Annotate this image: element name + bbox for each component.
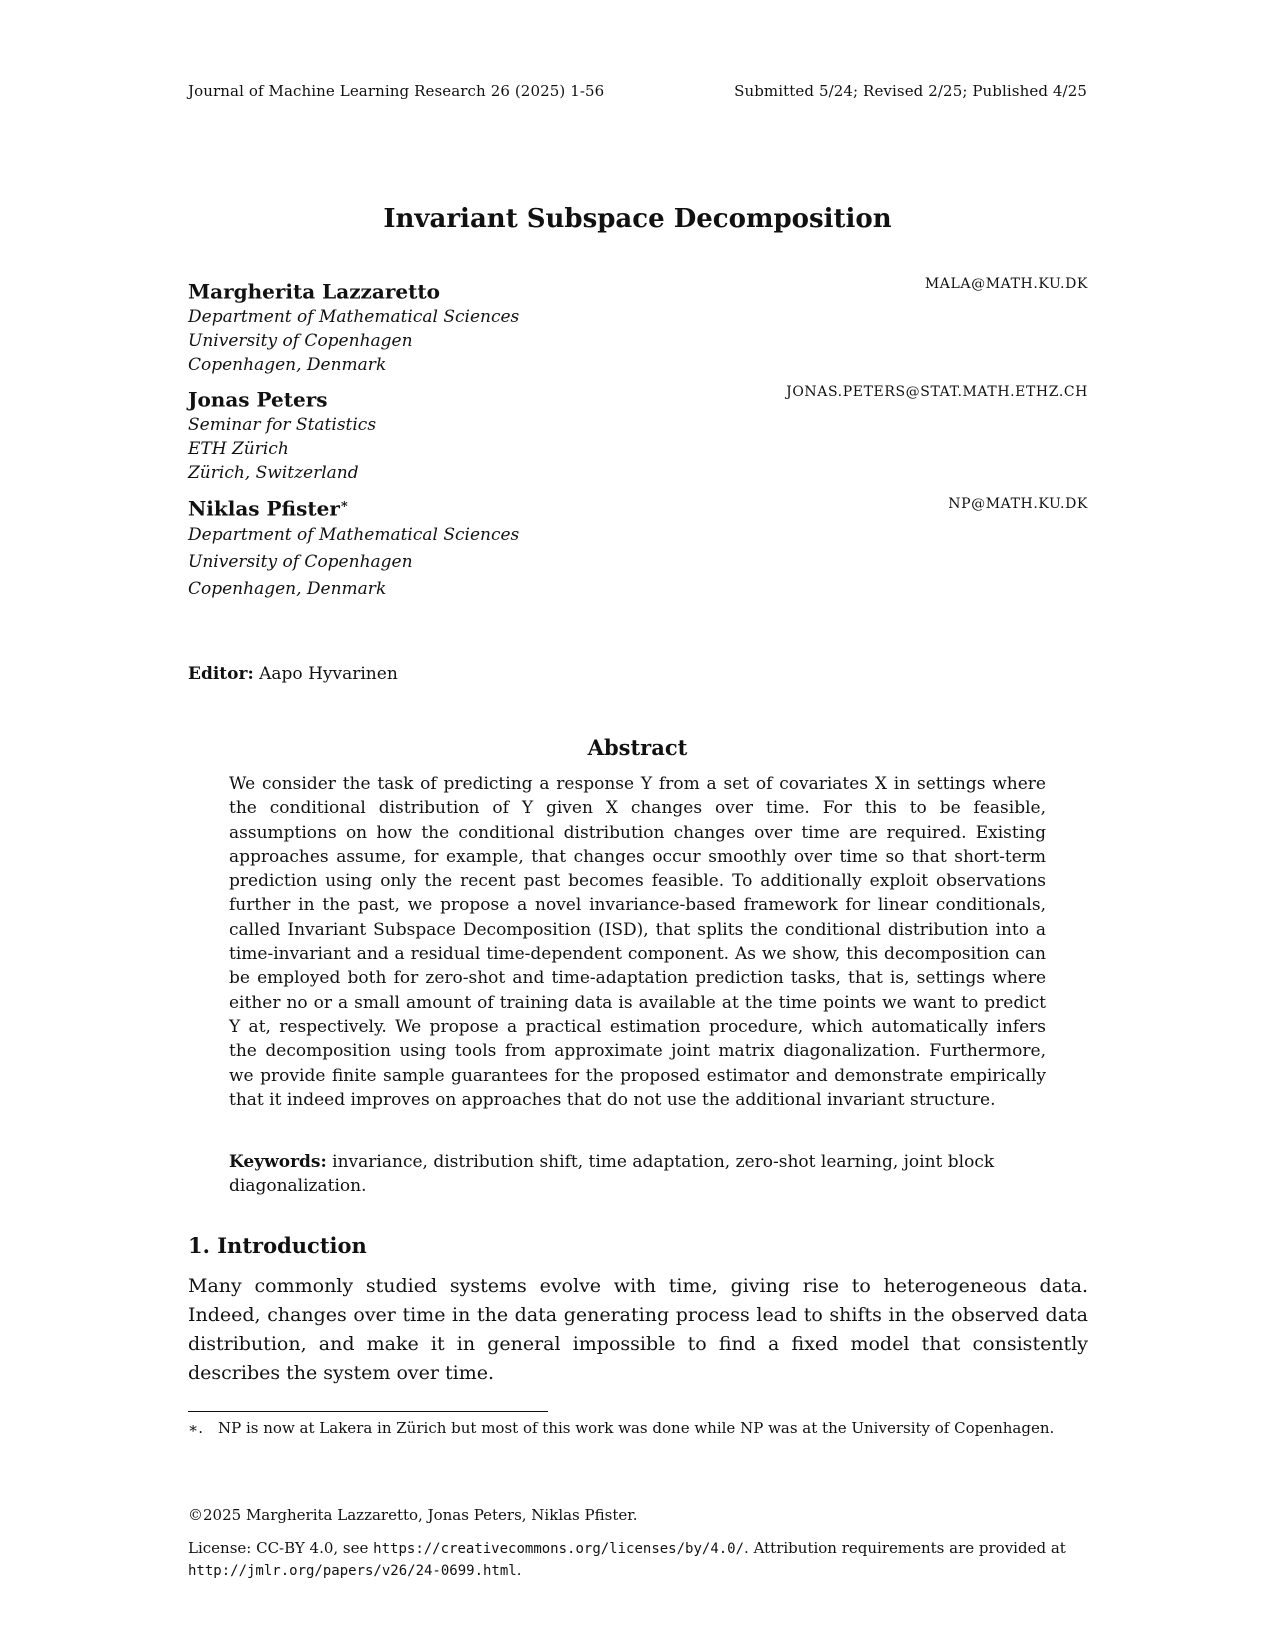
journal-header: Journal of Machine Learning Research 26 (2025) 1-56 bbox=[188, 82, 605, 100]
copyright-notice: ©2025 Margherita Lazzaretto, Jonas Peters, Niklas Pfister. bbox=[188, 1506, 638, 1524]
author-name: Jonas Peters bbox=[188, 387, 328, 412]
license-notice bbox=[188, 1538, 1088, 1582]
author-affiliation-line: Copenhagen, Denmark bbox=[188, 354, 387, 375]
keywords-label: Keywords: bbox=[229, 1152, 327, 1172]
editor-label: Editor: bbox=[188, 664, 254, 684]
author-affiliation-line: University of Copenhagen bbox=[188, 330, 413, 351]
submission-dates: Submitted 5/24; Revised 2/25; Published 4/25 bbox=[734, 82, 1087, 100]
author-affiliation-line: Department of Mathematical Sciences bbox=[188, 524, 520, 545]
author-affiliation-line: Copenhagen, Denmark bbox=[188, 578, 387, 599]
author-name: Margherita Lazzaretto bbox=[188, 279, 440, 304]
license-prefix: License: CC-BY 4.0, see bbox=[188, 1539, 369, 1557]
abstract-text: We consider the task of predicting a response Y from a set of covariates X in settings where the conditional distribution of Y given X changes over time. For this to be feasible, assumptions on how the conditional distribution changes over time are required. Existing approaches assume, for example, that changes occur smoothly over time so that short-term prediction using only the recent past becomes feasible. To additionally exploit observations further in the past, we propose a novel invariance-based framework for linear conditionals, called Invariant Subspace Decomposition (ISD), that splits the conditional distribution into a time-invariant and a residual time-dependent component. As we show, this decomposition can be employed both for zero-shot and time-adaptation prediction tasks, that is, settings where either no or a small amount of training data is available at the time points we want to predict Y at, respectively. We propose a practical estimation procedure, which automatically infers the decomposition using tools from approximate joint matrix diagonalization. Furthermore, we provide finite sample guarantees for the proposed estimator and demonstrate empirically that it indeed improves on approaches that do not use the additional invariant structure. bbox=[229, 774, 1046, 1110]
editor-name: Aapo Hyvarinen bbox=[259, 664, 398, 684]
author-email: JONAS.PETERS@STAT.MATH.ETHZ.CH bbox=[786, 384, 1088, 400]
author-name: Niklas Pfister∗ bbox=[188, 496, 349, 521]
editor-line bbox=[188, 664, 398, 684]
keywords bbox=[229, 1150, 1046, 1199]
author-affiliation-line: University of Copenhagen bbox=[188, 551, 413, 572]
paper-link[interactable]: http://jmlr.org/papers/v26/24-0699.html bbox=[188, 1563, 517, 1579]
paper-title: Invariant Subspace Decomposition bbox=[383, 204, 892, 234]
author-block bbox=[188, 492, 1088, 603]
license-link[interactable]: https://creativecommons.org/licenses/by/4.0/ bbox=[373, 1541, 745, 1557]
author-email: NP@MATH.KU.DK bbox=[948, 496, 1088, 512]
section-heading: 1. Introduction bbox=[188, 1233, 367, 1258]
abstract-heading: Abstract bbox=[587, 735, 688, 760]
footnote-marker: ∗. bbox=[188, 1419, 203, 1437]
keywords-list: invariance, distribution shift, time adaptation, zero-shot learning, joint block diagonalization. bbox=[229, 1152, 995, 1197]
footnote-rule bbox=[188, 1411, 548, 1412]
author-affiliation-line: Zürich, Switzerland bbox=[188, 462, 359, 483]
author-affiliation-line: Department of Mathematical Sciences bbox=[188, 306, 520, 327]
author-block bbox=[188, 272, 1088, 377]
author-email: MALA@MATH.KU.DK bbox=[924, 276, 1088, 292]
author-block bbox=[188, 380, 1088, 485]
footnote bbox=[188, 1417, 1088, 1439]
license-middle: . Attribution requirements are provided at bbox=[744, 1539, 1066, 1557]
section-paragraph: Many commonly studied systems evolve with time, giving rise to heterogeneous data. Indeed, changes over time in the data generating process lead to shifts in the observed data distribution, and make it in general impossible to find a fixed model that consistently describes the system over time. bbox=[188, 1275, 1088, 1384]
author-affiliation-line: Seminar for Statistics bbox=[188, 414, 377, 435]
footnote-text: NP is now at Lakera in Zürich but most of this work was done while NP was at the University of Copenhagen. bbox=[218, 1419, 1055, 1437]
author-affiliation-line: ETH Zürich bbox=[188, 438, 289, 459]
license-suffix: . bbox=[516, 1561, 522, 1579]
